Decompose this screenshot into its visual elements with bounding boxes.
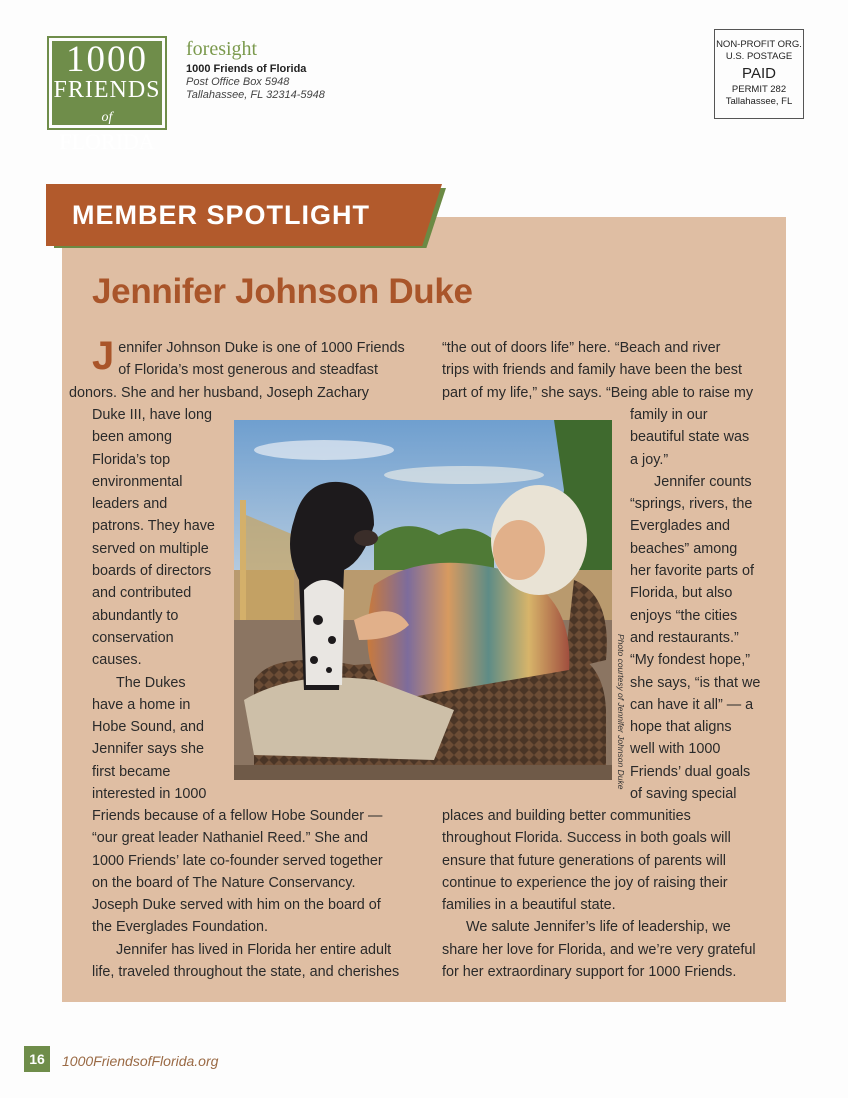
logo-florida: FLORIDA [59, 129, 155, 154]
text-line: of saving special [630, 786, 737, 803]
text-line: family in our [630, 407, 708, 423]
col1-side [92, 404, 215, 805]
text-line: “My fondest hope,” [630, 652, 750, 669]
section-banner [46, 184, 446, 248]
text-line: of Florida’s most generous and steadfast [118, 362, 378, 379]
text-line: can have it all” — a [630, 696, 754, 713]
text-line: the Everglades Foundation. [92, 919, 269, 936]
postage-line-2: U.S. POSTAGE [725, 51, 793, 62]
photo-illustration [234, 420, 612, 780]
text-line: on the board of The Nature Conservancy. [92, 874, 356, 891]
text-line: 1000 Friends’ late co-founder served together [92, 852, 383, 869]
text-line: throughout Florida. Success in both goals will [442, 830, 731, 847]
banner-text: MEMBER SPOTLIGHT [72, 200, 370, 230]
text-line: and contributed [92, 585, 192, 602]
text-line: trips with friends and family have been the best [442, 362, 742, 379]
postage-paid: PAID [742, 65, 776, 82]
text-line: “the out of doors life” here. “Beach and river [442, 340, 721, 356]
text-line: places and building better communities [442, 808, 691, 824]
postage-city: Tallahassee, FL [725, 96, 793, 107]
address-line-1: Post Office Box 5948 [186, 76, 290, 88]
postage-line-1: NON-PROFIT ORG. [716, 39, 802, 50]
text-line: she says, “is that we [630, 674, 761, 691]
text-line: “springs, rivers, the [630, 496, 753, 513]
text-line: a joy.” [630, 451, 669, 468]
text-line: Florida, but also [630, 585, 733, 602]
text-line: leaders and [92, 496, 168, 513]
text-line: beaches” among [630, 540, 738, 557]
text-line: families in a beautiful state. [442, 897, 616, 914]
text-line: beautiful state was [630, 429, 750, 446]
photo-woman-with-dog [234, 420, 612, 780]
logo-of: of [101, 110, 113, 125]
text-line: life, traveled throughout the state, and cherishes [92, 964, 400, 981]
text-line: We salute Jennifer’s life of leadership, we [466, 919, 731, 936]
text-line: Jennifer says she [92, 741, 204, 758]
text-line: Hobe Sound, and [92, 719, 205, 736]
text-line: Friends because of a fellow Hobe Sounder — [92, 808, 383, 824]
text-line: been among [92, 429, 173, 446]
logo-line-1: 1000 [66, 39, 148, 80]
text-line: continue to experience the joy of raising their [442, 874, 728, 891]
postage-indicia [714, 29, 804, 119]
text-line: Duke III, have long [92, 407, 212, 423]
text-line: Jennifer has lived in Florida her entire adult [116, 941, 392, 958]
text-line: have a home in [92, 696, 191, 713]
org-name: 1000 Friends of Florida [186, 63, 307, 75]
col1-top [69, 334, 405, 404]
logo-line-2: FRIENDS [53, 77, 161, 103]
text-line: abundantly to [92, 607, 179, 624]
text-line: enjoys “the cities [630, 607, 738, 624]
text-line: interested in 1000 [92, 786, 207, 803]
postage-permit: PERMIT 282 [731, 84, 787, 95]
text-line: for her extraordinary support for 1000 Friends. [442, 964, 737, 981]
article-title: Jennifer Johnson Duke [92, 272, 473, 311]
drop-cap: J [92, 334, 115, 378]
col2-bottom [442, 805, 756, 983]
text-line: Friends’ dual goals [630, 763, 751, 780]
text-line: ennifer Johnson Duke is one of 1000 Friends [118, 340, 405, 356]
text-line: The Dukes [116, 674, 186, 691]
text-line: boards of directors [92, 563, 212, 580]
address-line-2: Tallahassee, FL 32314-5948 [186, 89, 325, 101]
masthead [186, 38, 325, 102]
newsletter-name: foresight [186, 38, 258, 60]
text-line: Florida’s top [92, 451, 171, 468]
text-line: her favorite parts of [630, 563, 754, 580]
text-line: hope that aligns [630, 719, 732, 736]
text-line: part of my life,” she says. “Being able to raise my [442, 384, 754, 401]
text-line: Joseph Duke served with him on the board of [92, 897, 381, 914]
text-line: donors. She and her husband, Joseph Zachary [69, 384, 370, 401]
page-number: 16 [24, 1046, 50, 1072]
text-line: ensure that future generations of parents will [442, 852, 726, 869]
col2-top [442, 337, 753, 404]
text-line: environmental [92, 473, 183, 490]
text-line: patrons. They have [92, 518, 215, 535]
text-line: first became [92, 763, 171, 780]
photo-credit [614, 634, 630, 790]
col1-bottom [92, 805, 399, 983]
text-line: served on multiple [92, 540, 209, 557]
col2-side [630, 404, 760, 805]
text-line: conservation [92, 629, 174, 646]
logo-line-3 [52, 102, 162, 154]
text-line: well with 1000 [630, 741, 721, 758]
logo [47, 36, 167, 154]
text-line: causes. [92, 652, 142, 669]
text-line: “our great leader Nathaniel Reed.” She and [92, 830, 368, 847]
photo-credit-text: Photo courtesy of Jennifer Johnson Duke [616, 634, 626, 790]
text-line: share her love for Florida, and we’re very grateful [442, 941, 756, 958]
text-line: Jennifer counts [654, 473, 752, 490]
text-line: Everglades and [630, 518, 731, 535]
website-url: 1000FriendsofFlorida.org [62, 1053, 219, 1069]
text-line: and restaurants.” [630, 629, 739, 646]
